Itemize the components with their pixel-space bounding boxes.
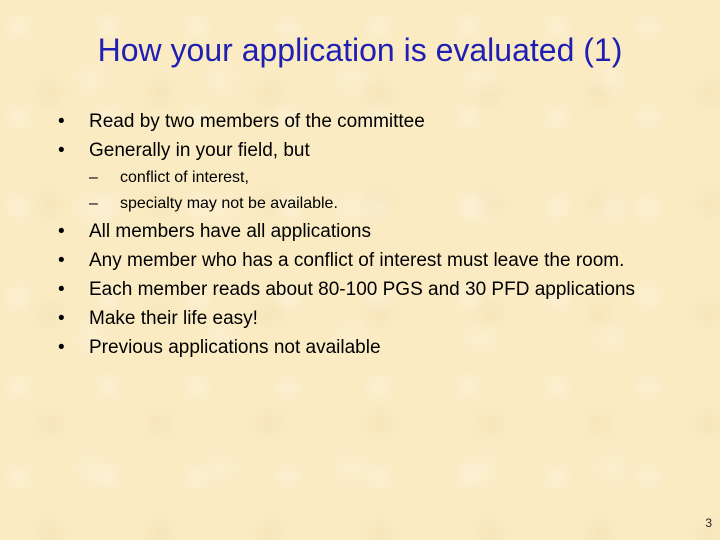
page-number: 3 bbox=[705, 516, 712, 530]
subbullet-marker: – bbox=[89, 169, 98, 186]
bullet-marker: • bbox=[58, 111, 65, 132]
subbullet-item bbox=[89, 168, 688, 188]
bullet-marker: • bbox=[58, 140, 65, 161]
bullet-text: All members have all applications bbox=[89, 221, 371, 242]
bullet-text: Each member reads about 80-100 PGS and 30 PFD applications bbox=[89, 279, 636, 300]
bullet-list bbox=[58, 110, 688, 163]
bullet-item bbox=[58, 307, 688, 331]
slide-body bbox=[58, 110, 688, 365]
bullet-text: Generally in your field, but bbox=[89, 140, 310, 161]
bullet-marker: • bbox=[58, 279, 65, 300]
bullet-item bbox=[58, 220, 688, 244]
bullet-item bbox=[58, 110, 688, 134]
subbullet-text: specialty may not be available. bbox=[120, 195, 338, 212]
bullet-marker: • bbox=[58, 221, 65, 242]
bullet-item bbox=[58, 336, 688, 360]
bullet-list bbox=[58, 220, 688, 360]
bullet-marker: • bbox=[58, 308, 65, 329]
bullet-text: Any member who has a conflict of interest must leave the room. bbox=[89, 250, 625, 271]
bullet-text: Make their life easy! bbox=[89, 308, 258, 329]
subbullet-container bbox=[58, 168, 688, 214]
bullet-item bbox=[58, 139, 688, 163]
bullet-marker: • bbox=[58, 337, 65, 358]
bullet-text: Read by two members of the committee bbox=[89, 111, 425, 132]
subbullet-marker: – bbox=[89, 195, 98, 212]
bullet-marker: • bbox=[58, 250, 65, 271]
bullet-item bbox=[58, 278, 688, 302]
slide-title: How your application is evaluated (1) bbox=[97, 32, 623, 68]
bullet-item bbox=[58, 249, 688, 273]
subbullet-item bbox=[89, 194, 688, 214]
subbullet-list bbox=[89, 168, 688, 214]
subbullet-text: conflict of interest, bbox=[120, 169, 249, 186]
bullet-text: Previous applications not available bbox=[89, 337, 381, 358]
